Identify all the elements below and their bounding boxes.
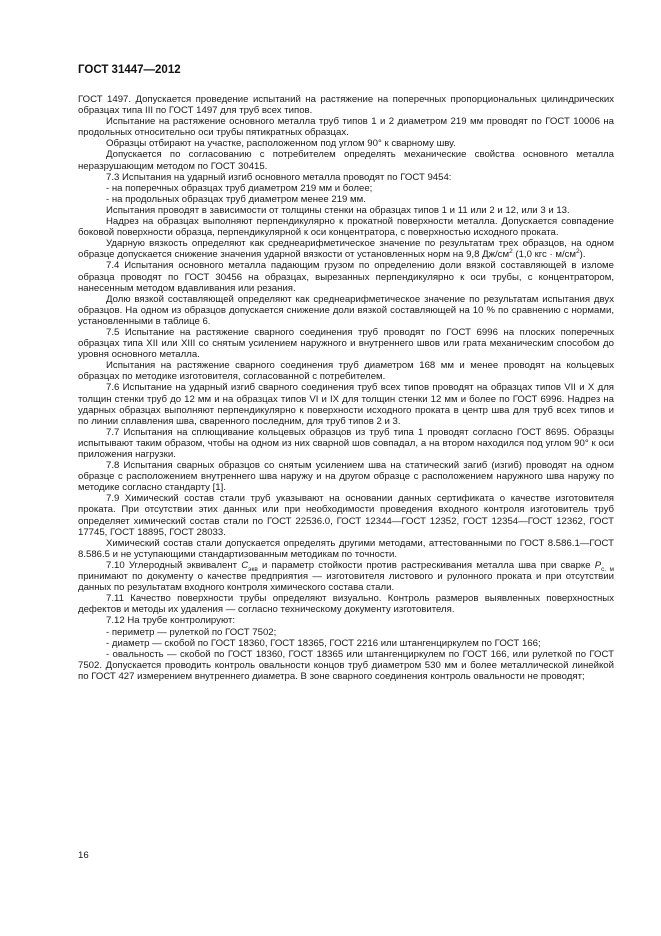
- list-item: - на поперечных образцах труб диаметром 219 мм и более;: [106, 182, 373, 194]
- list-item: - периметр — рулеткой по ГОСТ 7502;: [106, 626, 277, 638]
- paragraph: Испытания на растяжение сварного соединения труб диаметром 168 мм и менее проводят на кольцевых образцах по методике изготовителя, согласованной с потребителем.: [78, 360, 614, 383]
- impact-text-mid: (1,0 кгс · м/см: [512, 249, 577, 261]
- carbon-subscript: экв: [248, 565, 258, 573]
- paragraph: Долю вязкой составляющей определяют как среднеарифметическое значение по результатам испытания двух образцов. На одном из образцов допускается снижение доли вязкой составляющей на 10 % по сравнению с нормами, установленными в таблице 6.: [78, 293, 614, 327]
- impact-text: Ударную вязкость определяют как среднеарифметическое значение по результатам трех образцов, на одном образце допускается снижение значения ударной вязкости от установленных норм на 9,8 Дж/см: [78, 238, 614, 261]
- section-7-9: 7.9 Химический состав стали труб указывают на основании данных сертификата о качестве изготовителя проката. При отсутствии этих данных или при необходимости проведения входного контроля изготовитель труб определяет химический состав стали по ГОСТ 22536.0, ГОСТ 12344—ГОСТ 12352, ГОСТ 12354—ГОСТ 12362, ГОСТ 17745, ГОСТ 18895, ГОСТ 28033.: [78, 493, 614, 538]
- paragraph: ГОСТ 1497. Допускается проведение испытаний на растяжение на поперечных пропорциональных цилиндрических образцах типа III по ГОСТ 1497 для труб всех типов.: [78, 94, 614, 117]
- section-7-7: 7.7 Испытания на сплющивание кольцевых образцов из труб типа 1 проводят согласно ГОСТ 8695. Образцы испытывают таким образом, чтобы на одном из них сварной шов совпадал, а на втором находился под углом 90° к оси приложения нагрузки.: [78, 426, 614, 460]
- section-7-12: 7.12 На трубе контролируют:: [106, 615, 235, 627]
- document-body: [78, 94, 614, 682]
- carbon-symbol: C: [241, 559, 249, 571]
- page-number: 16: [78, 850, 89, 861]
- p-symbol: P: [594, 559, 602, 571]
- superscript: 2: [576, 248, 580, 256]
- section-7-8: 7.8 Испытания сварных образцов со снятым усилением шва на статический загиб (изгиб) проводят на одном образце с расположением внутреннего шва наружу и на другом образце с расположением наружного шва наружу по методике согласно стандарту [1].: [78, 460, 614, 494]
- section-7-3: 7.3 Испытания на ударный изгиб основного металла проводят по ГОСТ 9454:: [106, 171, 452, 183]
- section-7-6: 7.6 Испытание на ударный изгиб сварного соединения труб всех типов проводят на образцах типов VII и X для толщин стенки труб до 12 мм и на образцах типов VI и IX для толщин стенки 12 мм и более по ГОСТ 6996. Надрез на ударных образцах выполняют перпендикулярно к поверхности исходного проката в центр шва для труб всех типов и по линии сплавления шва, сваренного последним, для труб типов 2 и 3.: [78, 382, 614, 427]
- list-item: - диаметр — скобой по ГОСТ 18360, ГОСТ 18365, ГОСТ 2216 или штангенциркулем по ГОСТ 166;: [106, 637, 541, 649]
- paragraph: Образцы отбирают на участке, расположенном под углом 90° к сварному шву.: [106, 138, 456, 150]
- section-7-10: [78, 560, 614, 593]
- carbon-rest: принимают по документу о качестве предприятия — изготовителя листового и рулонного проката и при отсутствии данных по результатам входного контроля химического состава стали.: [78, 571, 614, 594]
- carbon-middle: и параметр стойкости против растрескивания металла шва при сварке: [257, 559, 595, 571]
- paragraph: Надрез на образцах выполняют перпендикулярно к прокатной поверхности металла. Допускается совпадение боковой поверхности образца, перпендикулярной к оси концентратора, с поверхностью исходного проката.: [78, 216, 614, 239]
- impact-strength-paragraph: [78, 238, 614, 260]
- document-header: ГОСТ 31447—2012: [78, 64, 181, 76]
- paragraph: Испытания проводят в зависимости от толщины стенки на образцах типов 1 и 11 или 2 и 12, или 3 и 13.: [106, 204, 570, 216]
- list-item: - овальность — скобой по ГОСТ 18360, ГОСТ 18365 или штангенциркулем по ГОСТ 166, или рулеткой по ГОСТ 7502. Допускается проводить контроль овальности концов труб диаметром 530 мм и более металлической линейкой по ГОСТ 427 измерением внутреннего диаметра. В зоне сварного соединения контроль овальности не проводят;: [78, 648, 614, 682]
- paragraph: Допускается по согласованию с потребителем определять механические свойства основного металла неразрушающим методом по ГОСТ 30415.: [78, 149, 614, 172]
- section-7-5: 7.5 Испытание на растяжение сварного соединения труб проводят по ГОСТ 6996 на плоских поперечных образцах типа XII или XIII со снятым усилением наружного и внутреннего швов или грата механическим способом до уровня основного металла.: [78, 326, 614, 361]
- superscript: 2: [509, 248, 513, 256]
- carbon-intro: 7.10 Углеродный эквивалент: [106, 559, 238, 571]
- section-7-4: 7.4 Испытания основного металла падающим грузом по определению доли вязкой составляющей в изломе образца проводят по ГОСТ 30456 на образцах, вырезанных перпендикулярно к оси трубы, с концентратором, нанесенным методом вдавливания или резания.: [78, 260, 614, 294]
- impact-text-end: ).: [579, 249, 586, 261]
- p-subscript: с. м: [601, 565, 614, 573]
- paragraph: Испытание на растяжение основного металла труб типов 1 и 2 диаметром 219 мм проводят по ГОСТ 10006 на продольных относительно оси трубы пятикратных образцах.: [78, 116, 614, 139]
- paragraph: Химический состав стали допускается определять другими методами, аттестованными по ГОСТ 8.586.1—ГОСТ 8.586.5 и не уступающими стандартизованным методикам по точности.: [78, 537, 614, 560]
- section-7-11: 7.11 Качество поверхности трубы определяют визуально. Контроль размеров выявленных поверхностных дефектов и методы их удаления — согласно техническому документу изготовителя.: [78, 593, 614, 616]
- list-item: - на продольных образцах труб диаметром менее 219 мм.: [106, 193, 366, 205]
